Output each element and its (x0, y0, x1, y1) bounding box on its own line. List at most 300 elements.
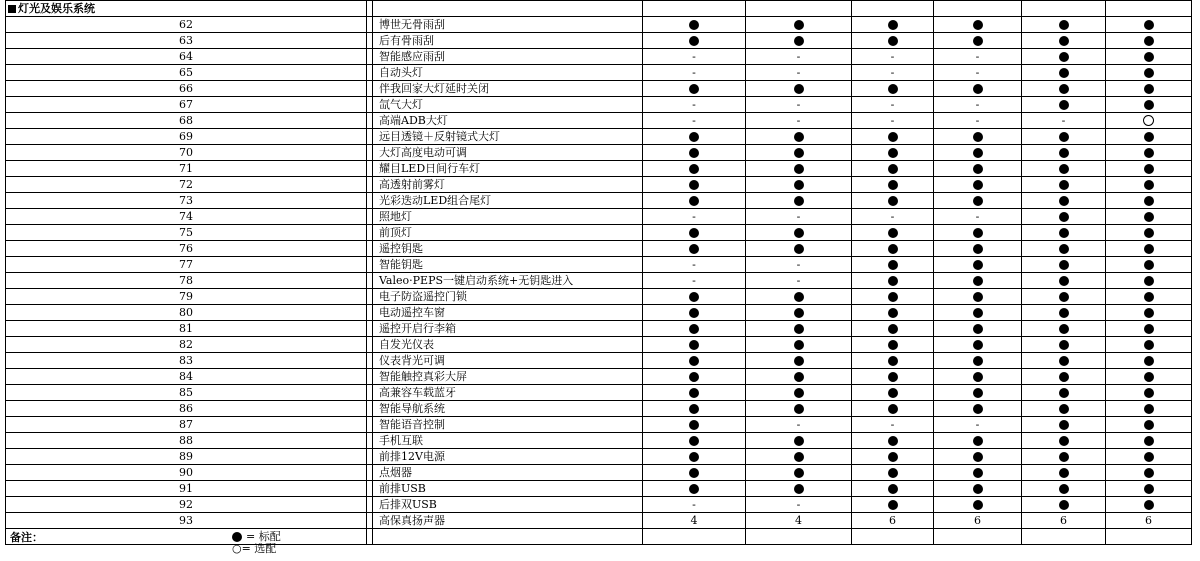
value-text: 4 (795, 513, 802, 527)
spec-row (6, 161, 1192, 177)
standard-dot-icon (689, 180, 699, 190)
feature-name: 高保真扬声器 (373, 513, 643, 529)
trim-value-cell (746, 225, 852, 241)
standard-dot-icon (1059, 340, 1069, 350)
trim-value-cell (934, 97, 1022, 113)
standard-dot-icon (1144, 404, 1154, 414)
standard-dot-icon (973, 180, 983, 190)
legend-optional-text: ○= 选配 (232, 542, 277, 555)
standard-dot-icon (1144, 372, 1154, 382)
standard-dot-icon (1059, 404, 1069, 414)
feature-name: 遥控开启行李箱 (373, 321, 643, 337)
standard-dot-icon (888, 308, 898, 318)
trim-value-cell (1022, 225, 1106, 241)
spec-row (6, 193, 1192, 209)
standard-dot-icon (1144, 420, 1154, 430)
spec-row (6, 321, 1192, 337)
standard-dot-icon (1059, 484, 1069, 494)
trim-value-cell (852, 33, 934, 49)
trim-value-cell (1106, 49, 1192, 65)
trim-value-cell (1022, 97, 1106, 113)
standard-dot-icon (888, 276, 898, 286)
square-bullet-icon (8, 5, 16, 13)
standard-dot-icon (794, 244, 804, 254)
feature-name: 手机互联 (373, 433, 643, 449)
trim-value-cell (746, 481, 852, 497)
not-available-dash: - (796, 273, 801, 287)
spec-row (6, 433, 1192, 449)
trim-value-cell (1106, 113, 1192, 129)
trim-value-cell (746, 305, 852, 321)
feature-name: 电动遥控车窗 (373, 305, 643, 321)
not-available-dash: - (692, 497, 696, 511)
standard-dot-icon (1059, 20, 1069, 30)
trim-value-cell (1022, 385, 1106, 401)
feature-name: 智能触控真彩大屏 (373, 369, 643, 385)
trim-value-cell (1106, 385, 1192, 401)
standard-dot-icon (1144, 164, 1154, 174)
trim-value-cell (1106, 33, 1192, 49)
standard-dot-icon (973, 196, 983, 206)
legend (232, 531, 281, 555)
trim-value-cell (1106, 17, 1192, 33)
trim-value-cell (643, 433, 746, 449)
trim-value-cell (934, 161, 1022, 177)
not-available-dash: - (1061, 113, 1066, 127)
row-number: 85 (6, 385, 367, 401)
trim-value-cell (746, 17, 852, 33)
row-number: 75 (6, 225, 367, 241)
trim-value-cell (746, 497, 852, 513)
spec-row (6, 497, 1192, 513)
standard-dot-icon (689, 340, 699, 350)
feature-name: 博世无骨雨刮 (373, 17, 643, 33)
not-available-dash: - (796, 209, 801, 223)
trim-value-cell (643, 353, 746, 369)
row-number: 74 (6, 209, 367, 225)
standard-dot-icon (1059, 84, 1069, 94)
standard-dot-icon (794, 308, 804, 318)
standard-dot-icon (689, 228, 699, 238)
standard-dot-icon (689, 164, 699, 174)
standard-dot-icon (794, 84, 804, 94)
feature-name: 大灯高度电动可调 (373, 145, 643, 161)
trim-value-cell (746, 337, 852, 353)
trim-value-cell (852, 417, 934, 433)
standard-dot-icon (689, 36, 699, 46)
trim-value-cell (1022, 433, 1106, 449)
not-available-dash: - (975, 97, 980, 111)
trim-header-cell (852, 1, 934, 17)
section-title-cell (6, 1, 367, 17)
standard-dot-icon (1059, 100, 1069, 110)
standard-dot-icon (1059, 308, 1069, 318)
not-available-dash: - (796, 97, 801, 111)
standard-dot-icon (973, 20, 983, 30)
row-number: 63 (6, 33, 367, 49)
trim-value-cell (643, 273, 746, 289)
row-number: 65 (6, 65, 367, 81)
standard-dot-icon (1144, 324, 1154, 334)
trim-value-cell (1106, 289, 1192, 305)
standard-dot-icon (1144, 68, 1154, 78)
standard-dot-icon (1059, 388, 1069, 398)
trim-value-cell (1022, 161, 1106, 177)
trim-value-cell (1022, 129, 1106, 145)
standard-dot-icon (689, 468, 699, 478)
row-number: 79 (6, 289, 367, 305)
standard-dot-icon (1144, 484, 1154, 494)
trim-value-cell (1022, 33, 1106, 49)
trim-value-cell (934, 49, 1022, 65)
spec-row (6, 209, 1192, 225)
trim-value-cell (1106, 65, 1192, 81)
row-number: 92 (6, 497, 367, 513)
spec-row (6, 129, 1192, 145)
spec-row (6, 113, 1192, 129)
trim-value-cell (852, 369, 934, 385)
trim-value-cell (1106, 145, 1192, 161)
standard-dot-icon (888, 484, 898, 494)
spec-row (6, 273, 1192, 289)
trim-value-cell (746, 401, 852, 417)
trim-value-cell (934, 337, 1022, 353)
feature-name: 后有骨雨刮 (373, 33, 643, 49)
standard-dot-icon (794, 324, 804, 334)
optional-ring-icon (1143, 115, 1154, 126)
not-available-dash: - (796, 113, 801, 127)
trim-value-cell (746, 433, 852, 449)
standard-dot-icon (689, 436, 699, 446)
trim-value-cell (934, 257, 1022, 273)
trim-value-cell (746, 369, 852, 385)
standard-dot-icon (689, 324, 699, 334)
trim-value-cell (643, 65, 746, 81)
trim-header-cell (934, 1, 1022, 17)
spec-row (6, 65, 1192, 81)
spec-row (6, 305, 1192, 321)
standard-dot-icon (888, 324, 898, 334)
trim-value-cell (746, 321, 852, 337)
trim-value-cell (746, 129, 852, 145)
standard-dot-icon (888, 468, 898, 478)
trim-value-cell (1022, 65, 1106, 81)
trim-value-cell (1022, 209, 1106, 225)
trim-value-cell (643, 193, 746, 209)
trim-value-cell (852, 337, 934, 353)
row-number: 72 (6, 177, 367, 193)
not-available-dash: - (975, 49, 980, 63)
trim-value-cell (1106, 209, 1192, 225)
trim-value-cell (1022, 257, 1106, 273)
spec-row (6, 257, 1192, 273)
trim-value-cell (934, 81, 1022, 97)
trim-value-cell (643, 449, 746, 465)
trim-value-cell (643, 337, 746, 353)
trim-value-cell (1022, 465, 1106, 481)
trim-value-cell (934, 17, 1022, 33)
note-empty-cell (934, 529, 1022, 545)
standard-dot-icon (973, 36, 983, 46)
trim-value-cell (1106, 257, 1192, 273)
standard-dot-icon (689, 132, 699, 142)
standard-dot-icon (1059, 372, 1069, 382)
feature-name: 智能感应雨刮 (373, 49, 643, 65)
row-number: 81 (6, 321, 367, 337)
row-number: 93 (6, 513, 367, 529)
trim-value-cell (934, 289, 1022, 305)
feature-name: 点烟器 (373, 465, 643, 481)
trim-value-cell (1022, 17, 1106, 33)
spec-row (6, 49, 1192, 65)
standard-dot-icon (888, 292, 898, 302)
standard-dot-icon (1059, 260, 1069, 270)
note-empty-cell (852, 529, 934, 545)
row-number: 90 (6, 465, 367, 481)
feature-name: Valeo·PEPS一键启动系统+无钥匙进入 (373, 273, 643, 289)
trim-value-cell (1022, 417, 1106, 433)
trim-value-cell (1106, 497, 1192, 513)
trim-value-cell (934, 497, 1022, 513)
trim-value-cell (934, 305, 1022, 321)
standard-dot-icon (794, 148, 804, 158)
feature-name: 高端ADB大灯 (373, 113, 643, 129)
trim-value-cell (852, 513, 934, 529)
trim-value-cell (852, 481, 934, 497)
not-available-dash: - (796, 497, 801, 511)
standard-dot-icon (973, 404, 983, 414)
value-text: 4 (690, 513, 698, 527)
trim-value-cell (934, 433, 1022, 449)
standard-dot-icon (973, 372, 983, 382)
not-available-dash: - (890, 97, 895, 111)
note-empty-cell (1106, 529, 1192, 545)
feature-name: 氙气大灯 (373, 97, 643, 113)
standard-dot-icon (973, 436, 983, 446)
spec-row (6, 81, 1192, 97)
feature-name: 前排12V电源 (373, 449, 643, 465)
trim-value-cell (852, 225, 934, 241)
trim-value-cell (1106, 417, 1192, 433)
trim-value-cell (1106, 369, 1192, 385)
trim-header-cell (1106, 1, 1192, 17)
trim-value-cell (1022, 113, 1106, 129)
trim-value-cell (746, 209, 852, 225)
standard-dot-icon (1059, 436, 1069, 446)
trim-value-cell (1106, 129, 1192, 145)
standard-dot-icon (888, 20, 898, 30)
row-number: 87 (6, 417, 367, 433)
trim-value-cell (852, 65, 934, 81)
trim-value-cell (746, 273, 852, 289)
trim-value-cell (1022, 49, 1106, 65)
feature-name: 智能导航系统 (373, 401, 643, 417)
standard-dot-icon (1059, 356, 1069, 366)
trim-value-cell (643, 161, 746, 177)
standard-dot-icon (888, 244, 898, 254)
trim-value-cell (934, 321, 1022, 337)
standard-dot-icon (888, 500, 898, 510)
standard-dot-icon (1059, 196, 1069, 206)
standard-dot-icon (1059, 324, 1069, 334)
value-text: 6 (1145, 513, 1152, 527)
standard-dot-icon (1144, 244, 1154, 254)
spec-row (6, 449, 1192, 465)
trim-value-cell (746, 257, 852, 273)
standard-dot-icon (888, 404, 898, 414)
standard-dot-icon (1144, 388, 1154, 398)
trim-value-cell (1022, 81, 1106, 97)
spec-row (6, 337, 1192, 353)
spec-row (6, 465, 1192, 481)
trim-value-cell (934, 65, 1022, 81)
trim-value-cell (1022, 497, 1106, 513)
standard-dot-icon (1059, 52, 1069, 62)
feature-name: 自发光仪表 (373, 337, 643, 353)
standard-dot-icon (888, 196, 898, 206)
standard-dot-icon (973, 292, 983, 302)
trim-value-cell (746, 385, 852, 401)
not-available-dash: - (692, 113, 696, 127)
standard-dot-icon (1059, 164, 1069, 174)
standard-dot-icon (888, 180, 898, 190)
trim-value-cell (643, 145, 746, 161)
standard-dot-icon (794, 292, 804, 302)
spec-row (6, 33, 1192, 49)
standard-dot-icon (689, 196, 699, 206)
trim-value-cell (746, 33, 852, 49)
standard-dot-icon (1144, 20, 1154, 30)
standard-dot-icon (1059, 212, 1069, 222)
trim-value-cell (643, 225, 746, 241)
trim-value-cell (643, 401, 746, 417)
trim-value-cell (852, 145, 934, 161)
trim-value-cell (643, 49, 746, 65)
spec-row (6, 353, 1192, 369)
trim-value-cell (934, 273, 1022, 289)
trim-value-cell (746, 417, 852, 433)
trim-header-cell (1022, 1, 1106, 17)
standard-dot-icon (888, 372, 898, 382)
standard-dot-icon (794, 36, 804, 46)
trim-value-cell (852, 209, 934, 225)
trim-value-cell (934, 33, 1022, 49)
spec-row (6, 401, 1192, 417)
feature-name: 前顶灯 (373, 225, 643, 241)
trim-value-cell (643, 33, 746, 49)
trim-value-cell (1022, 337, 1106, 353)
spec-row (6, 289, 1192, 305)
trim-value-cell (643, 241, 746, 257)
feature-name: 智能语音控制 (373, 417, 643, 433)
trim-value-cell (643, 481, 746, 497)
trim-value-cell (1022, 353, 1106, 369)
standard-dot-icon (689, 244, 699, 254)
feature-name: 自动头灯 (373, 65, 643, 81)
trim-value-cell (746, 353, 852, 369)
standard-dot-icon (973, 84, 983, 94)
trim-value-cell (643, 289, 746, 305)
trim-value-cell (852, 81, 934, 97)
trim-value-cell (1022, 369, 1106, 385)
standard-dot-icon (1059, 180, 1069, 190)
row-number: 78 (6, 273, 367, 289)
standard-dot-icon (888, 388, 898, 398)
standard-dot-icon (794, 356, 804, 366)
trim-value-cell (643, 465, 746, 481)
standard-dot-icon (1059, 292, 1069, 302)
not-available-dash: - (975, 65, 980, 79)
spec-row (6, 385, 1192, 401)
trim-value-cell (1022, 177, 1106, 193)
trim-header-cell (746, 1, 852, 17)
standard-dot-icon (1144, 36, 1154, 46)
row-number: 66 (6, 81, 367, 97)
spec-row (6, 145, 1192, 161)
standard-dot-icon (794, 228, 804, 238)
standard-dot-icon (1144, 500, 1154, 510)
trim-value-cell (746, 193, 852, 209)
trim-value-cell (1106, 193, 1192, 209)
standard-dot-icon (973, 452, 983, 462)
standard-dot-icon (1059, 148, 1069, 158)
standard-dot-icon (689, 484, 699, 494)
trim-value-cell (852, 97, 934, 113)
trim-value-cell (746, 81, 852, 97)
trim-value-cell (746, 49, 852, 65)
row-number: 67 (6, 97, 367, 113)
standard-dot-icon (689, 20, 699, 30)
standard-dot-icon (1144, 100, 1154, 110)
standard-dot-icon (1059, 36, 1069, 46)
row-number: 62 (6, 17, 367, 33)
trim-value-cell (934, 481, 1022, 497)
trim-value-cell (852, 161, 934, 177)
standard-dot-icon (973, 276, 983, 286)
trim-value-cell (852, 321, 934, 337)
not-available-dash: - (975, 209, 980, 223)
trim-value-cell (1022, 449, 1106, 465)
section-title: 灯光及娱乐系统 (18, 1, 95, 15)
standard-dot-icon (888, 436, 898, 446)
trim-value-cell (1106, 337, 1192, 353)
trim-value-cell (746, 465, 852, 481)
trim-value-cell (1022, 193, 1106, 209)
trim-value-cell (1106, 449, 1192, 465)
trim-value-cell (934, 241, 1022, 257)
trim-value-cell (1022, 401, 1106, 417)
trim-value-cell (643, 177, 746, 193)
not-available-dash: - (692, 273, 696, 287)
standard-dot-icon (973, 484, 983, 494)
trim-value-cell (643, 369, 746, 385)
trim-value-cell (934, 225, 1022, 241)
standard-dot-icon (689, 84, 699, 94)
standard-dot-icon (1144, 132, 1154, 142)
not-available-dash: - (890, 49, 895, 63)
feature-name: 电子防盗遥控门锁 (373, 289, 643, 305)
standard-dot-icon (689, 292, 699, 302)
standard-dot-icon (794, 196, 804, 206)
trim-value-cell (643, 17, 746, 33)
spec-row (6, 481, 1192, 497)
not-available-dash: - (890, 65, 895, 79)
standard-dot-icon (689, 148, 699, 158)
trim-value-cell (746, 113, 852, 129)
trim-value-cell (1022, 289, 1106, 305)
standard-dot-icon (888, 452, 898, 462)
spec-row (6, 241, 1192, 257)
